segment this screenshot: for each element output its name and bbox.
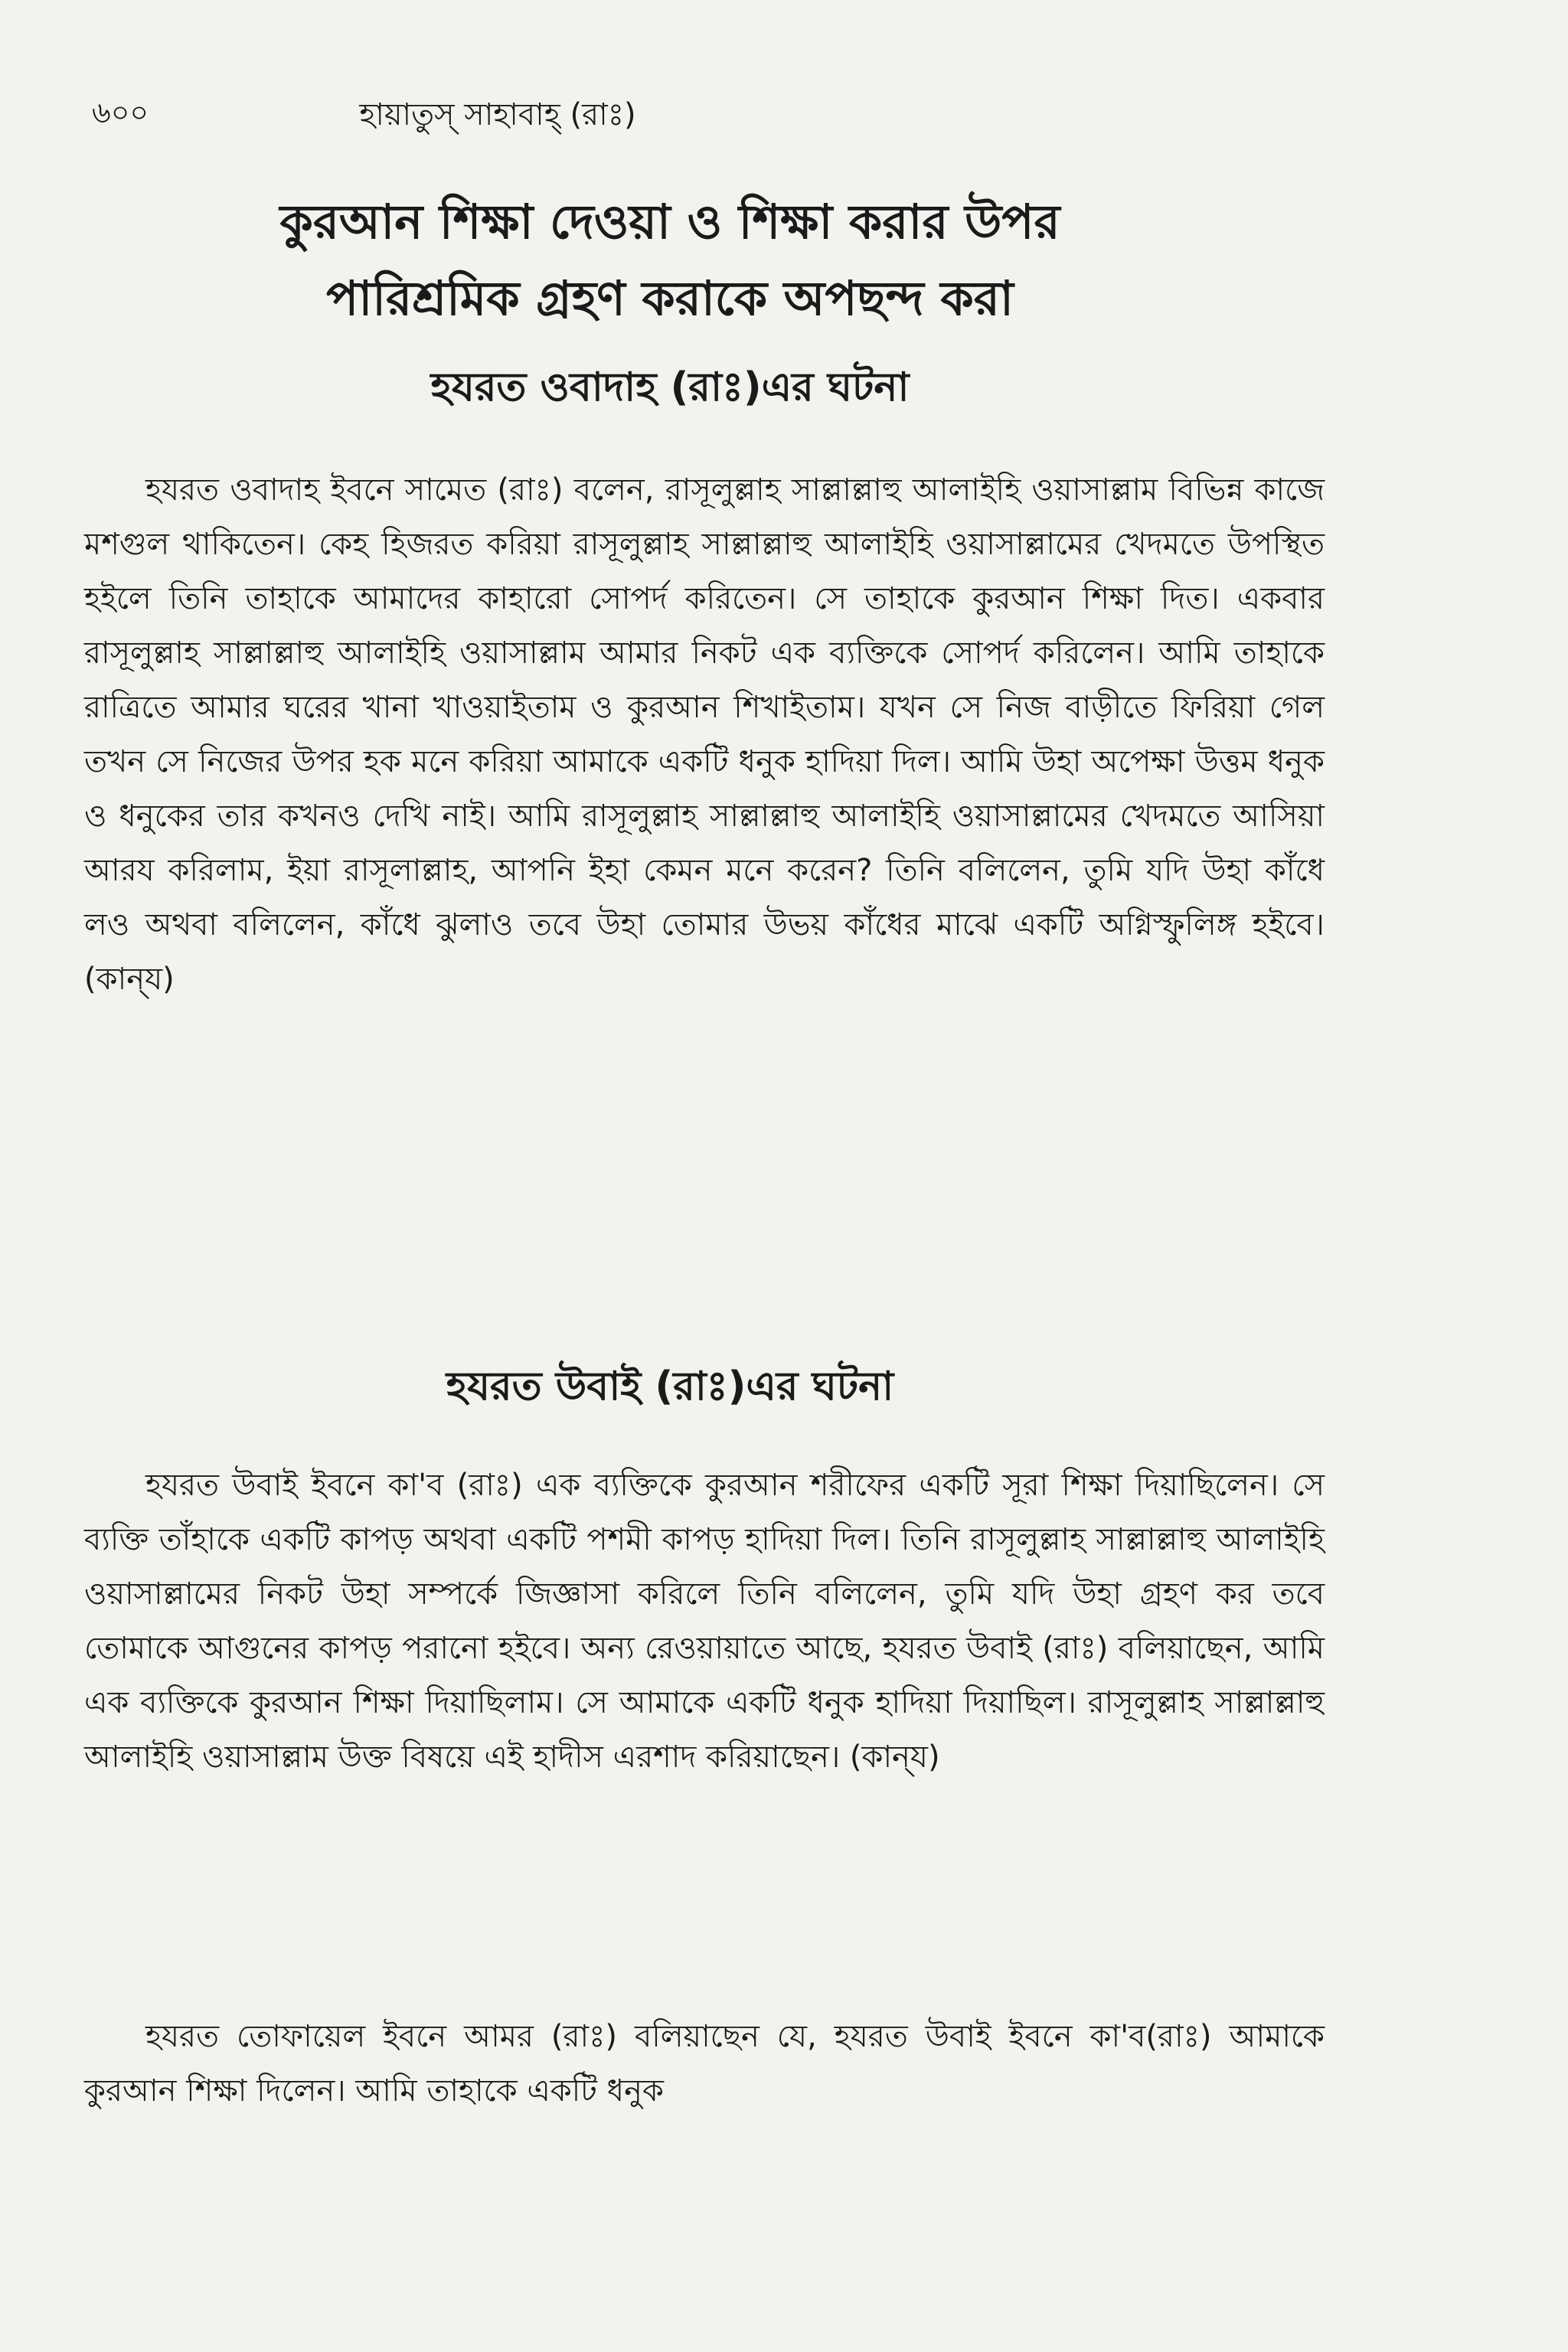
running-header [0, 90, 1568, 136]
paragraph: হযরত উবাই ইবনে কা'ব (রাঃ) এক ব্যক্তিকে কুরআন শরীফের একটি সূরা শিক্ষা দিয়াছিলেন। সে ব্যক্তি তাঁহাকে একটি কাপড় অথবা একটি পশমী কাপড় হাদিয়া দিল। তিনি রাসূলুল্লাহ সাল্লাল্লাহু আলাইহি ওয়াসাল্লামের নিকট উহা সম্পর্কে জিজ্ঞাসা করিলে তিনি বলিলেন, তুমি যদি উহা গ্রহণ কর তবে তোমাকে আগুনের কাপড় পরানো হইবে। অন্য রেওয়ায়াতে আছে, হযরত উবাই (রাঃ) বলিয়াছেন, আমি এক ব্যক্তিকে কুরআন শিক্ষা দিয়াছিলাম। সে আমাকে একটি ধনুক হাদিয়া দিয়াছিল। রাসূলুল্লাহ সাল্লাল্লাহু আলাইহি ওয়াসাল্লাম উক্ত বিষয়ে এই হাদীস এরশাদ করিয়াছেন। (কান্‌য) [84, 1468, 1325, 1775]
chapter-title-line-2: পারিশ্রমিক গ্রহণ করাকে অপছন্দ করা [326, 270, 1014, 326]
section-heading-ubai: হযরত উবাই (রাঃ)এর ঘটনা [446, 1364, 894, 1410]
paragraph: হযরত ওবাদাহ ইবনে সামেত (রাঃ) বলেন, রাসূলুল্লাহ সাল্লাল্লাহু আলাইহি ওয়াসাল্লাম বিভিন্ন কাজে মশগুল থাকিতেন। কেহ হিজরত করিয়া রাসূলুল্লাহ সাল্লাল্লাহু আলাইহি ওয়াসাল্লামের খেদমতে উপস্থিত হইলে তিনি তাহাকে আমাদের কাহারো সোপর্দ করিতেন। সে তাহাকে কুরআন শিক্ষা দিত। একবার রাসূলুল্লাহ সাল্লাল্লাহু আলাইহি ওয়াসাল্লাম আমার নিকট এক ব্যক্তিকে সোপর্দ করিলেন। আমি তাহাকে রাত্রিতে আমার ঘরের খানা খাওয়াইতাম ও কুরআন শিখাইতাম। যখন সে নিজ বাড়ীতে ফিরিয়া গেল তখন সে নিজের উপর হক মনে করিয়া আমাকে একটি ধনুক হাদিয়া দিল। আমি উহা অপেক্ষা উত্তম ধনুক ও ধনুকের তার কখনও দেখি নাই। আমি রাসূলুল্লাহ সাল্লাল্লাহু আলাইহি ওয়াসাল্লামের খেদমতে আসিয়া আরয করিলাম, ইয়া রাসূলাল্লাহ, আপনি ইহা কেমন মনে করেন? তিনি বলিলেন, তুমি যদি উহা কাঁধে লও অথবা বলিলেন, কাঁধে ঝুলাও তবে উহা তোমার উভয় কাঁধের মাঝে একটি অগ্নিস্ফুলিঙ্গ হইবে। (কান্‌য) [84, 472, 1325, 997]
paragraph: হযরত তোফায়েল ইবনে আমর (রাঃ) বলিয়াছেন যে, হযরত উবাই ইবনে কা'ব(রাঃ) আমাকে কুরআন শিক্ষা দিলেন। আমি তাহাকে একটি ধনুক [84, 2019, 1325, 2109]
section-heading-obadah: হযরত ওবাদাহ (রাঃ)এর ঘটনা [430, 364, 910, 410]
book-title: হায়াতুস্ সাহাবাহ্ (রাঃ) [359, 97, 636, 132]
chapter-title [153, 184, 1187, 337]
page-number: ৬০০ [92, 96, 149, 129]
chapter-title-line-1: কুরআন শিক্ষা দেওয়া ও শিক্ষা করার উপর [279, 194, 1060, 250]
